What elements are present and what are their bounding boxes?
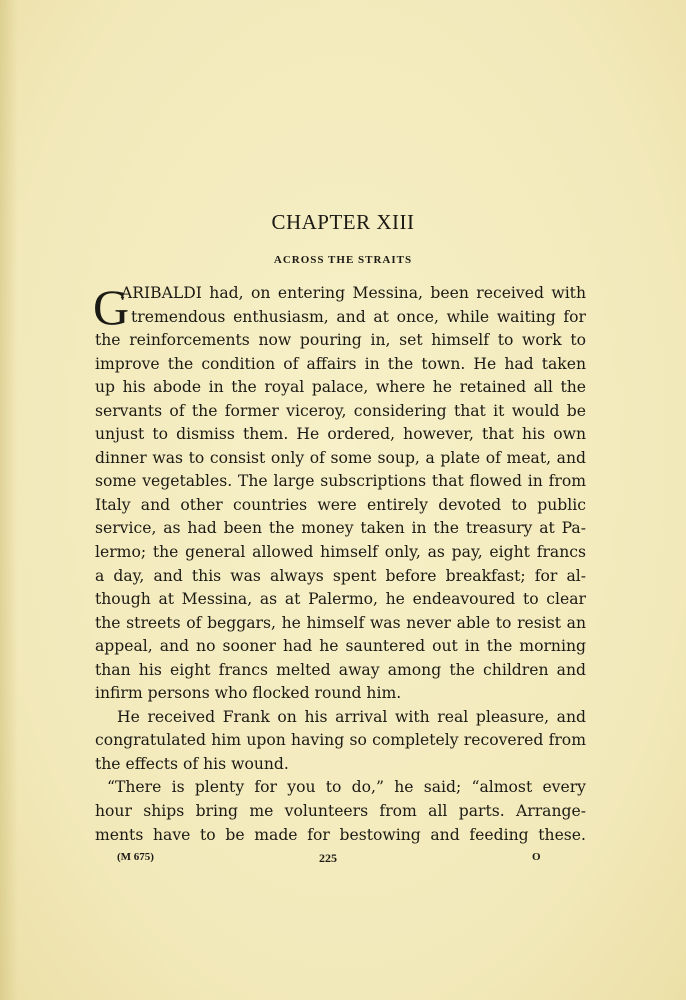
text-line: congratulated him upon having so completely recovered from [95,731,586,750]
text-line: appeal, and no sooner had he sauntered out in the morning [95,637,586,656]
text-line: some vegetables. The large subscriptions that flowed in from [95,472,586,491]
text-line: a day, and this was always spent before breakfast; for al- [95,566,586,585]
text-line: He received Frank on his arrival with real pleasure, and [117,707,586,726]
text-line: “There is plenty for you to do,” he said; “almost every [107,778,586,797]
text-line: though at Messina, as at Palermo, he endeavoured to clear [95,590,586,609]
text-line: ments have to be made for bestowing and feeding these. [95,825,586,844]
page-footer [95,851,586,867]
body-text [93,279,586,847]
text-line: lermo; the general allowed himself only, as pay, eight francs [95,543,586,562]
section-title: ACROSS THE STRAITS [273,254,413,266]
text-line: servants of the former viceroy, considering that it would be [95,401,586,420]
text-line: the effects of his wound. [95,754,289,773]
text-line: Italy and other countries were entirely devoted to public [95,495,586,514]
text-line: the reinforcements now pouring in, set himself to work to [95,331,586,350]
text-line: infirm persons who flocked round him. [95,684,402,703]
text-line: tremendous enthusiasm, and at once, while waiting for [131,307,586,326]
page-number: 225 [319,851,337,865]
text-line: than his eight francs melted away among the children and [95,660,586,679]
text-line: improve the condition of affairs in the town. He had taken [95,354,586,373]
signature-mark: (M 675) [117,851,154,863]
text-line: unjust to dismiss them. He ordered, however, that his own [95,425,586,444]
opening-lines [93,279,586,335]
drop-cap: G [93,279,130,335]
text-line: dinner was to consist only of some soup, a plate of meat, and [95,448,586,467]
text-line: service, as had been the money taken in the treasury at Pa- [95,519,586,538]
text-line: the streets of beggars, he himself was never able to resist an [95,613,586,632]
text-line: hour ships bring me volunteers from all parts. Arrange- [95,802,586,821]
text-line: up his abode in the royal palace, where he retained all the [95,378,586,397]
text-line: ARIBALDI had, on entering Messina, been received with [121,284,586,302]
signature-letter: O [532,851,541,863]
chapter-title: CHAPTER XIII [271,210,415,234]
